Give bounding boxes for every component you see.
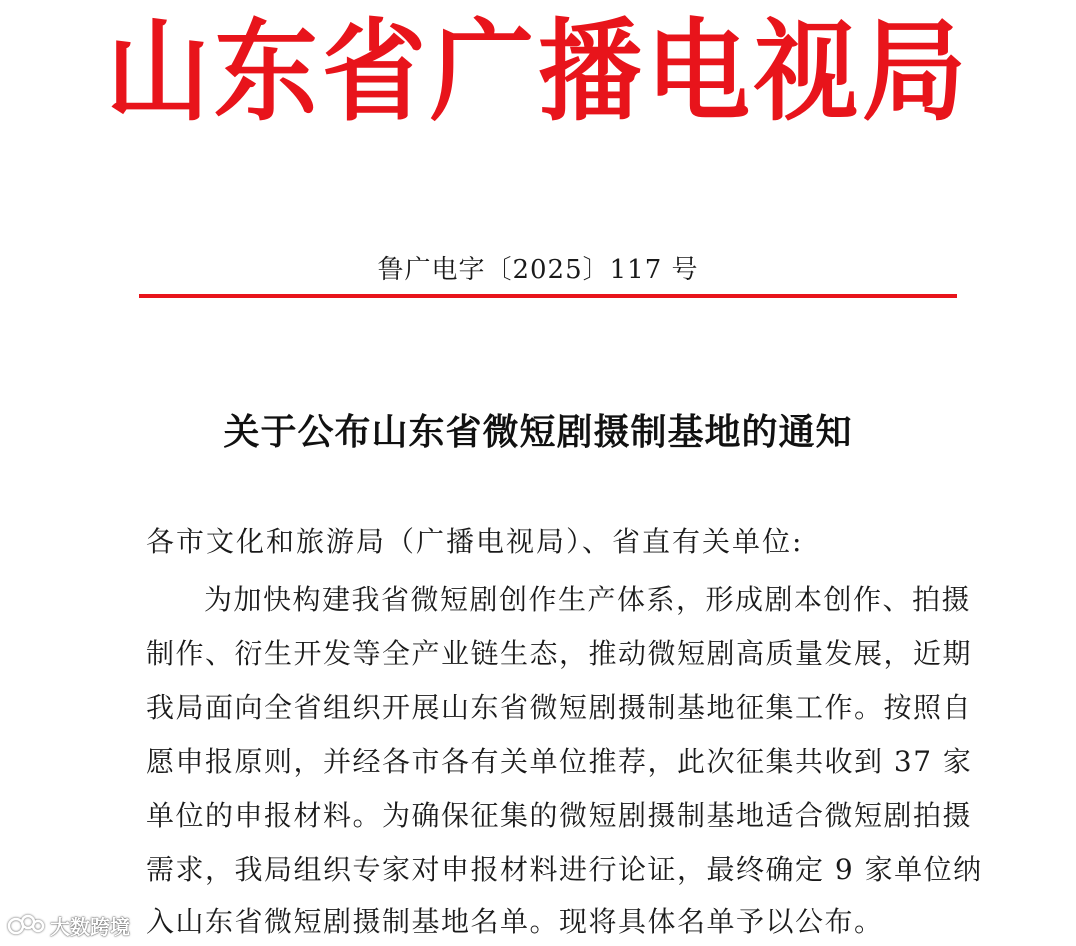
agency-masthead: 山东省广播电视局 bbox=[105, 7, 970, 137]
body-line: 我局面向全省组织开展山东省微短剧摄制基地征集工作。按照自 bbox=[146, 691, 973, 724]
body-line: 制作、衍生开发等全产业链生态，推动微短剧高质量发展，近期 bbox=[146, 637, 973, 670]
body-line: 单位的申报材料。为确保征集的微短剧摄制基地适合微短剧拍摄 bbox=[146, 799, 973, 832]
body-line: 需求，我局组织专家对申报材料进行论证，最终确定 9 家单位纳 bbox=[146, 853, 983, 886]
document-number: 鲁广电字〔2025〕117 号 bbox=[377, 255, 699, 285]
watermark-text: 大数跨境 bbox=[50, 914, 130, 939]
red-separator-line bbox=[139, 294, 957, 298]
brand-logo-icon bbox=[6, 911, 46, 939]
watermark bbox=[6, 908, 130, 942]
body-line: 入山东省微短剧摄制基地名单。现将具体名单予以公布。 bbox=[146, 905, 884, 938]
salutation: 各市文化和旅游局（广播电视局）、省直有关单位: bbox=[146, 525, 804, 558]
document-title: 关于公布山东省微短剧摄制基地的通知 bbox=[223, 411, 853, 453]
body-line: 为加快构建我省微短剧创作生产体系，形成剧本创作、拍摄 bbox=[204, 583, 972, 616]
body-line: 愿申报原则，并经各市各有关单位推荐，此次征集共收到 37 家 bbox=[146, 745, 973, 778]
